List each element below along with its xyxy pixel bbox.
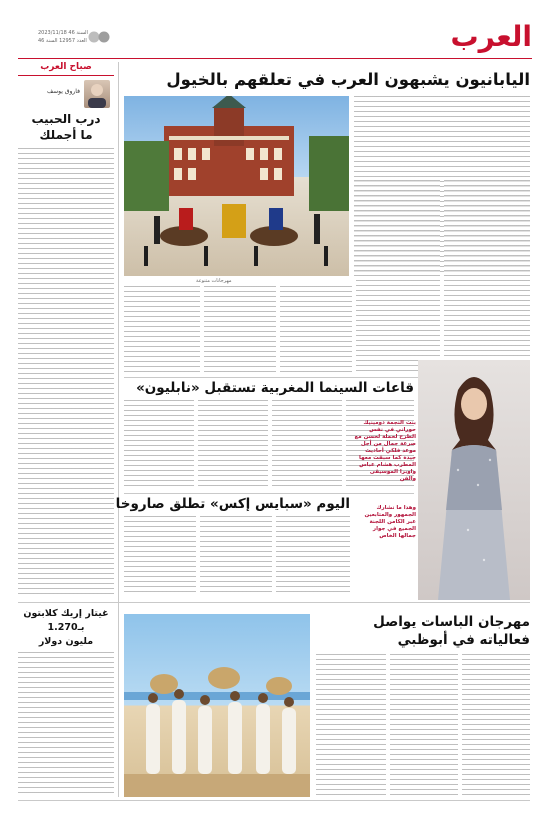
guitar-headline-2: بـ1.270 — [47, 622, 85, 633]
sidebar-title-rule — [18, 75, 114, 76]
xbox-body-col-2 — [200, 516, 272, 596]
feature-caption-2: وهذا ما نشارك الجمهور والمتابعين عبر الكامن اللجنة الجميع في جوار جمالها الخاص — [364, 505, 416, 539]
festival-photo — [124, 614, 310, 797]
lead-photo-caption: مهرجانات متنوعة — [196, 278, 232, 284]
lead-body-col-2 — [354, 180, 440, 276]
quote-mark-icon — [88, 28, 110, 46]
cinema-body-col-3 — [272, 400, 342, 490]
sidebar-column-divider — [118, 62, 119, 797]
masthead-divider — [18, 58, 532, 59]
guitar-headline-1: غيتار إريك كلابتون — [23, 608, 109, 619]
masthead-logo: العرب — [450, 20, 532, 53]
lead-body-col-5 — [204, 286, 276, 374]
sidebar-headline-1: درب الحبيب — [31, 112, 101, 126]
cinema-bottom-rule — [124, 493, 414, 494]
lead-photo — [124, 96, 349, 276]
festival-body-col-3 — [462, 654, 530, 797]
author-name: فاروق يوسف — [46, 88, 80, 95]
masthead-issue: العدد 12957 السنة 46 — [38, 38, 87, 44]
masthead — [0, 0, 550, 64]
author-avatar — [84, 80, 110, 108]
guitar-headline-3: مليون دولار — [38, 636, 94, 647]
xbox-body-col-3 — [276, 516, 350, 596]
cinema-headline: قاعات السينما المغربية تستقبل «نابليون» — [136, 380, 414, 396]
festival-body-col-1 — [316, 654, 386, 797]
festival-headline-2: فعالياته في أبوظبي — [397, 632, 530, 648]
cinema-body-col-2 — [198, 400, 268, 490]
lead-body-col-6 — [280, 286, 352, 374]
sidebar-section-title: صباح العرب — [40, 62, 92, 72]
cinema-body-col-1 — [124, 400, 194, 490]
middle-bottom-rule — [18, 602, 530, 603]
sidebar-headline-2: ما أجملك — [39, 128, 93, 142]
lead-body-col-3 — [444, 180, 530, 276]
xbox-headline: اليوم «سبايس إكس» تطلق صاروخا — [115, 496, 350, 512]
page-bottom-rule — [18, 800, 530, 801]
sidebar-article-body — [18, 148, 114, 594]
festival-headline-1: مهرجان الباسات يواصل — [373, 614, 530, 630]
guitar-body — [18, 652, 114, 797]
masthead-date: السنة 46 ‏2023/11/18 — [38, 30, 88, 36]
lead-headline: اليابانيون يشبهون العرب في تعلقهم بالخيول — [166, 70, 530, 89]
feature-photo — [418, 360, 530, 600]
feature-caption: بنت النجمة دومينيك حوراني في نفس الطرح لحملة لحسن مع صرعة جمال من أجل موعد فلكي أحاديث جيدة كما سبقت معها المطرب هشام عباس واوبرا الموسيقى والفن — [354, 420, 416, 482]
lead-body-col-4 — [124, 286, 200, 374]
festival-body-col-2 — [390, 654, 458, 797]
xbox-body-col-1 — [124, 516, 196, 596]
